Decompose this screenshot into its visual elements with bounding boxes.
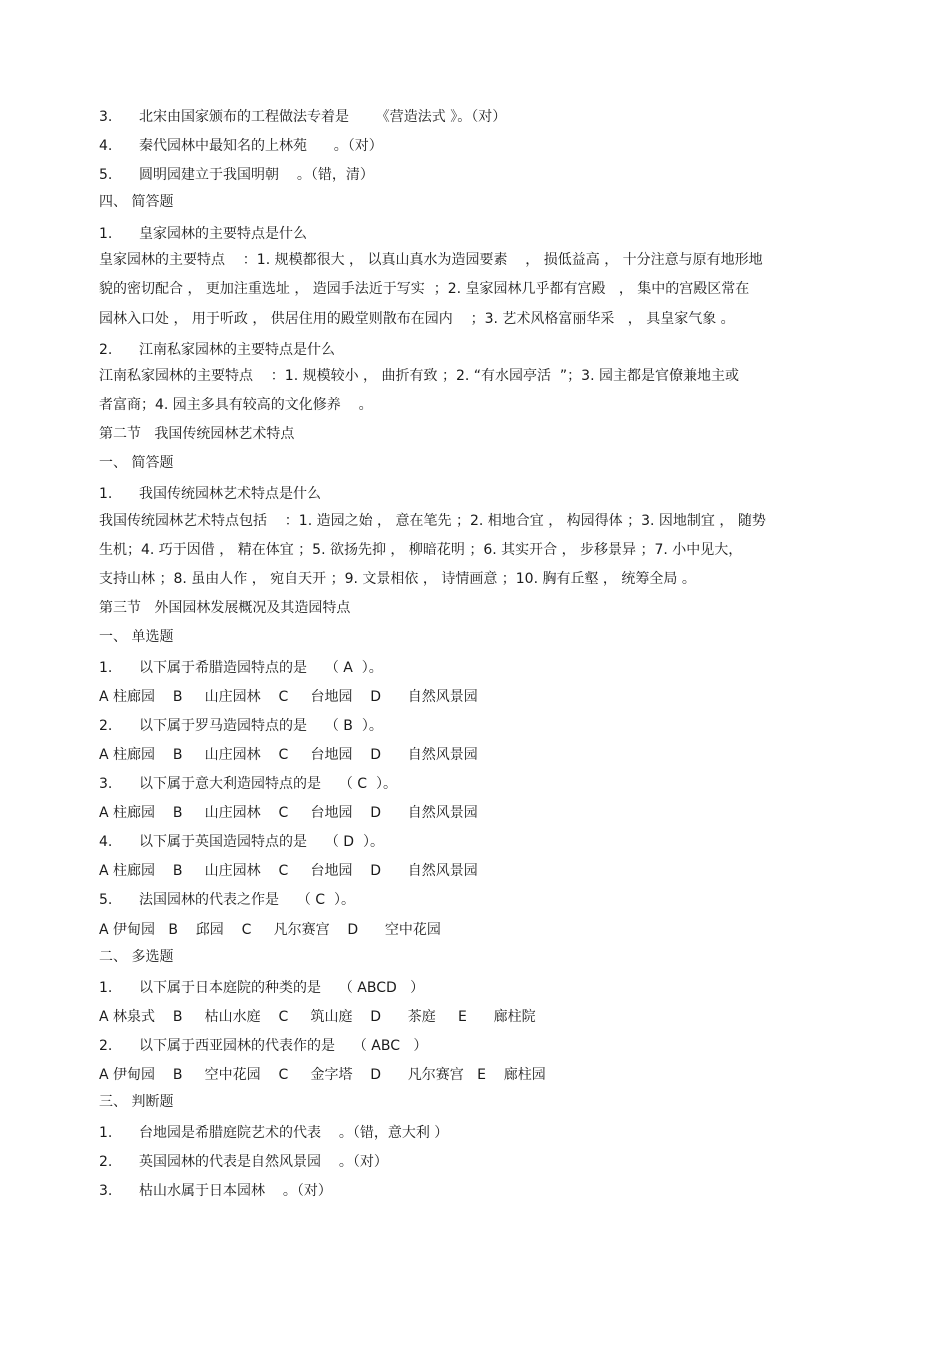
section-heading: 第二节 我国传统园林艺术特点 — [99, 426, 295, 442]
text-line: 我国传统园林艺术特点包括 ：1. 造园之始 ， 意在笔先 ；2. 相地合宜 ， 构园得体 ；3. 因地制宜 ， 随势 — [99, 513, 766, 529]
options-line: A 伊甸园 B 邱园 C 凡尔赛宫 D 空中花园 — [99, 922, 441, 938]
question-line: 2. 以下属于西亚园林的代表作的是 （ ABC ） — [99, 1038, 428, 1054]
options-line: A 柱廊园 B 山庄园林 C 台地园 D 自然风景园 — [99, 747, 478, 763]
text-line: 2. 江南私家园林的主要特点是什么 — [99, 342, 336, 358]
options-line: A 柱廊园 B 山庄园林 C 台地园 D 自然风景园 — [99, 689, 478, 705]
options-line: A 柱廊园 B 山庄园林 C 台地园 D 自然风景园 — [99, 805, 478, 821]
text-line: 1. 我国传统园林艺术特点是什么 — [99, 486, 322, 502]
text-line: 支持山林 ；8. 虽由人作 ， 宛自天开 ；9. 文景相依 ， 诗情画意 ；10. 胸有丘壑 ， 统筹全局 。 — [99, 571, 696, 587]
question-line: 2. 英国园林的代表是自然风景园 。（对） — [99, 1154, 388, 1170]
text-line: 园林入口处 ， 用于听政 ， 供居住用的殿堂则散布在园内 ；3. 艺术风格富丽华采 ， 具皇家气象 。 — [99, 311, 735, 327]
text-line: 4. 秦代园林中最知名的上林苑 。（对） — [99, 138, 383, 154]
section-heading: 第三节 外国园林发展概况及其造园特点 — [99, 600, 351, 616]
question-line: 3. 以下属于意大利造园特点的是 （ C ）。 — [99, 776, 397, 792]
text-line: 貌的密切配合 ， 更加注重选址 ， 造园手法近于写实 ；2. 皇家园林几乎都有宫殿 ， 集中的宫殿区常在 — [99, 281, 750, 297]
question-line: 3. 枯山水属于日本园林 。（对） — [99, 1183, 332, 1199]
question-line: 1. 以下属于日本庭院的种类的是 （ ABCD ） — [99, 980, 425, 996]
section-heading: 一、 单选题 — [99, 629, 174, 645]
question-line: 5. 法国园林的代表之作是 （ C ）。 — [99, 892, 355, 908]
options-line: A 林泉式 B 枯山水庭 C 筑山庭 D 茶庭 E 廊柱院 — [99, 1009, 536, 1025]
question-line: 2. 以下属于罗马造园特点的是 （ B ）。 — [99, 718, 383, 734]
text-line: 1. 皇家园林的主要特点是什么 — [99, 226, 308, 242]
text-line: 者富商；4. 园主多具有较高的文化修养 。 — [99, 397, 373, 413]
section-heading: 二、 多选题 — [99, 949, 174, 965]
text-line: 3. 北宋由国家颁布的工程做法专着是 《营造法式 》。（对） — [99, 109, 507, 125]
text-line: 江南私家园林的主要特点 ：1. 规模较小 ， 曲折有致 ；2. “有水园亭活 ”；3. 园主都是官僚兼地主或 — [99, 368, 739, 384]
options-line: A 柱廊园 B 山庄园林 C 台地园 D 自然风景园 — [99, 863, 478, 879]
question-line: 1. 台地园是希腊庭院艺术的代表 。（错，意大利 ） — [99, 1125, 449, 1141]
text-line: 皇家园林的主要特点 ：1. 规模都很大 ， 以真山真水为造园要素 ， 损低益高 ， 十分注意与原有地形地 — [99, 252, 763, 268]
text-line: 生机；4. 巧于因借 ， 精在体宜 ；5. 欲扬先抑 ， 柳暗花明 ；6. 其实开合 ， 步移景异 ；7. 小中见大， — [99, 542, 743, 558]
options-line: A 伊甸园 B 空中花园 C 金字塔 D 凡尔赛宫 E 廊柱园 — [99, 1067, 546, 1083]
section-heading: 三、 判断题 — [99, 1094, 174, 1110]
question-line: 1. 以下属于希腊造园特点的是 （ A ）。 — [99, 660, 383, 676]
question-line: 4. 以下属于英国造园特点的是 （ D ）。 — [99, 834, 384, 850]
section-heading: 一、 简答题 — [99, 455, 174, 471]
section-heading: 四、 简答题 — [99, 194, 174, 210]
text-line: 5. 圆明园建立于我国明朝 。（错，清） — [99, 167, 374, 183]
